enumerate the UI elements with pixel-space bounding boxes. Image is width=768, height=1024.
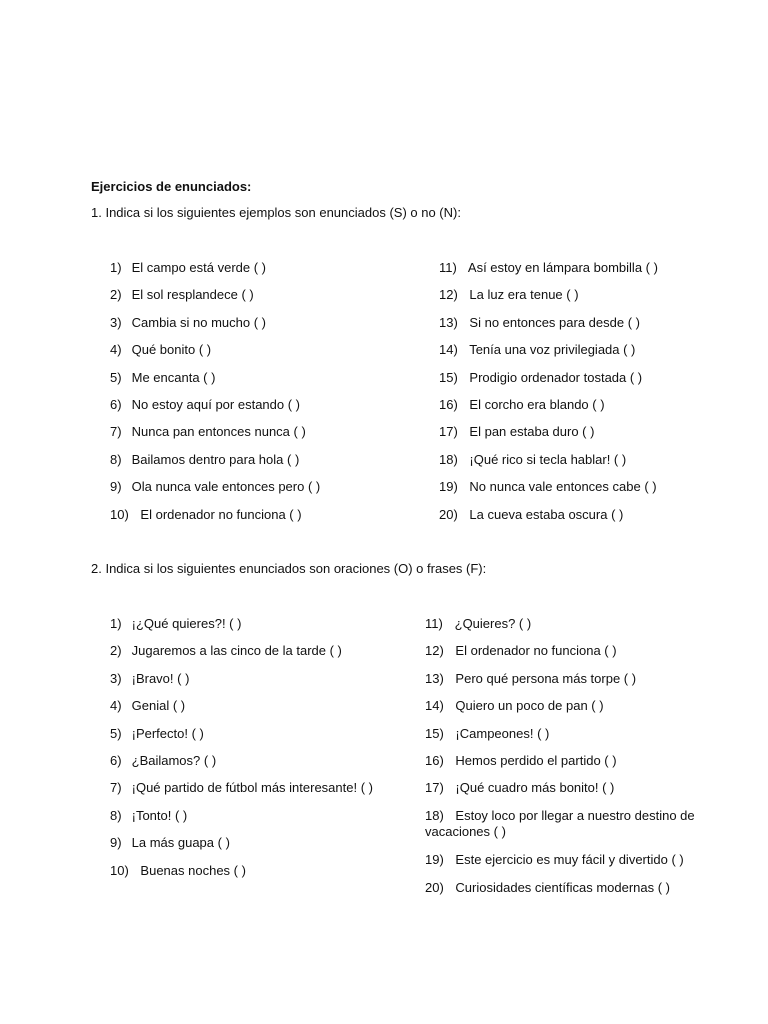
exercise-item — [425, 671, 636, 688]
section1-instruction: 1. Indica si los siguientes ejemplos son enunciados (S) o no (N): — [91, 205, 461, 220]
exercise-item — [439, 479, 657, 496]
exercise-number: 17) — [439, 424, 458, 440]
exercise-number: 13) — [425, 670, 444, 686]
exercise-item — [425, 726, 549, 743]
exercise-text: ¡Bravo! ( ) — [131, 670, 190, 686]
exercise-item — [110, 507, 302, 524]
exercise-item — [110, 808, 187, 825]
exercise-number: 9) — [110, 479, 122, 495]
exercise-number: 16) — [425, 753, 444, 768]
exercise-text: El ordenador no funciona ( ) — [140, 506, 302, 522]
exercise-item — [439, 315, 640, 332]
exercise-item — [110, 698, 185, 715]
exercise-text: ¡Tonto! ( ) — [131, 807, 188, 823]
exercise-text: La cueva estaba oscura ( ) — [469, 506, 624, 522]
exercise-text: Si no entonces para desde ( ) — [469, 314, 640, 330]
exercise-text: Prodigio ordenador tostada ( ) — [469, 369, 643, 385]
exercise-number: 9) — [110, 835, 122, 851]
exercise-item — [439, 507, 623, 524]
exercise-item — [110, 643, 342, 660]
exercise-item — [110, 370, 215, 387]
section2-instruction: 2. Indica si los siguientes enunciados son oraciones (O) o frases (F): — [91, 561, 487, 576]
exercise-item — [425, 880, 670, 897]
exercise-number: 11) — [425, 616, 443, 631]
exercise-number: 19) — [439, 479, 458, 495]
exercise-number: 2) — [110, 287, 122, 303]
exercise-number: 11) — [439, 260, 457, 275]
exercise-text: Quiero un poco de pan ( ) — [455, 698, 604, 714]
exercise-number: 10) — [110, 506, 129, 522]
exercise-item — [110, 287, 254, 304]
exercise-text: Me encanta ( ) — [131, 369, 216, 385]
exercise-item — [110, 342, 211, 359]
exercise-number: 7) — [110, 424, 122, 440]
exercise-text: Cambia si no mucho ( ) — [131, 314, 267, 330]
exercise-text: No nunca vale entonces cabe ( ) — [469, 479, 657, 495]
exercise-item — [110, 452, 299, 469]
exercise-text: ¡Qué rico si tecla hablar! ( ) — [469, 451, 627, 467]
exercise-number: 5) — [110, 369, 122, 385]
exercise-item — [439, 397, 605, 414]
exercise-text: ¡¿Qué quieres?! ( ) — [131, 616, 242, 631]
exercise-text: Curiosidades científicas modernas ( ) — [455, 879, 671, 895]
exercise-item — [425, 852, 684, 869]
exercise-text: ¡Qué partido de fútbol más interesante! ( ) — [131, 780, 373, 796]
exercise-item — [425, 753, 617, 770]
exercise-text: Estoy loco por llegar a nuestro destino de vacaciones ( ) — [425, 807, 695, 840]
exercise-item — [425, 808, 705, 841]
exercise-text: El ordenador no funciona ( ) — [455, 643, 617, 659]
exercise-text: Este ejercicio es muy fácil y divertido ( ) — [455, 852, 684, 868]
exercise-number: 1) — [110, 616, 122, 631]
exercise-text: El pan estaba duro ( ) — [469, 424, 595, 440]
exercise-item — [110, 479, 320, 496]
exercise-number: 18) — [425, 807, 444, 823]
exercise-text: El sol resplandece ( ) — [131, 287, 254, 303]
exercise-text: Qué bonito ( ) — [131, 342, 212, 358]
exercise-item — [110, 315, 266, 332]
exercise-text: La luz era tenue ( ) — [469, 287, 579, 303]
exercise-number: 14) — [439, 342, 458, 358]
exercise-item — [110, 424, 306, 441]
exercise-text: Hemos perdido el partido ( ) — [455, 753, 617, 768]
exercise-number: 12) — [425, 643, 444, 659]
exercise-text: Nunca pan entonces nunca ( ) — [131, 424, 306, 440]
exercise-item — [425, 698, 604, 715]
exercise-number: 16) — [439, 397, 458, 412]
exercise-number: 17) — [425, 780, 444, 796]
exercise-number: 15) — [425, 725, 444, 741]
page-title: Ejercicios de enunciados: — [91, 179, 252, 194]
exercise-number: 15) — [439, 369, 458, 385]
exercise-text: No estoy aquí por estando ( ) — [131, 397, 300, 412]
exercise-item — [110, 671, 189, 688]
exercise-number: 20) — [439, 506, 458, 522]
exercise-number: 14) — [425, 698, 444, 714]
exercise-item — [439, 287, 579, 304]
exercise-text: Jugaremos a las cinco de la tarde ( ) — [131, 643, 342, 659]
exercise-item — [110, 863, 246, 880]
exercise-item — [439, 342, 635, 359]
exercise-number: 13) — [439, 314, 458, 330]
exercise-item — [110, 726, 204, 743]
exercise-number: 10) — [110, 862, 129, 878]
exercise-text: Bailamos dentro para hola ( ) — [131, 451, 300, 467]
exercise-text: ¡Campeones! ( ) — [455, 725, 550, 741]
exercise-item — [439, 370, 642, 387]
exercise-text: ¿Quieres? ( ) — [454, 616, 532, 631]
exercise-number: 20) — [425, 879, 444, 895]
exercise-number: 3) — [110, 314, 122, 330]
exercise-item — [110, 260, 266, 277]
exercise-number: 12) — [439, 287, 458, 303]
exercise-text: Genial ( ) — [131, 698, 186, 714]
exercise-number: 8) — [110, 451, 122, 467]
exercise-number: 7) — [110, 780, 122, 796]
exercise-text: Buenas noches ( ) — [140, 862, 246, 878]
exercise-number: 4) — [110, 698, 122, 714]
exercise-text: La más guapa ( ) — [131, 835, 230, 851]
exercise-text: ¡Perfecto! ( ) — [131, 725, 204, 741]
exercise-text: El corcho era blando ( ) — [469, 397, 605, 412]
exercise-item — [110, 835, 230, 852]
exercise-number: 2) — [110, 643, 122, 659]
exercise-text: Así estoy en lámpara bombilla ( ) — [467, 260, 658, 275]
exercise-item — [439, 424, 594, 441]
exercise-text: Tenía una voz privilegiada ( ) — [469, 342, 636, 358]
exercise-item — [425, 643, 617, 660]
exercise-text: ¿Bailamos? ( ) — [131, 753, 217, 768]
exercise-number: 1) — [110, 260, 122, 275]
exercise-item — [110, 397, 300, 414]
exercise-item — [439, 260, 658, 277]
exercise-item — [110, 753, 216, 770]
exercise-number: 6) — [110, 753, 122, 768]
exercise-number: 19) — [425, 852, 444, 868]
exercise-item — [110, 780, 373, 797]
exercise-text: Pero qué persona más torpe ( ) — [455, 670, 637, 686]
exercise-number: 3) — [110, 670, 122, 686]
exercise-number: 4) — [110, 342, 122, 358]
exercise-number: 18) — [439, 451, 458, 467]
exercise-text: Ola nunca vale entonces pero ( ) — [131, 479, 321, 495]
exercise-text: El campo está verde ( ) — [131, 260, 267, 275]
exercise-number: 8) — [110, 807, 122, 823]
exercise-item — [425, 780, 614, 797]
exercise-item — [439, 452, 626, 469]
exercise-item — [110, 616, 241, 633]
exercise-text: ¡Qué cuadro más bonito! ( ) — [455, 780, 615, 796]
exercise-number: 5) — [110, 725, 122, 741]
exercise-number: 6) — [110, 397, 122, 412]
exercise-item — [425, 616, 531, 633]
